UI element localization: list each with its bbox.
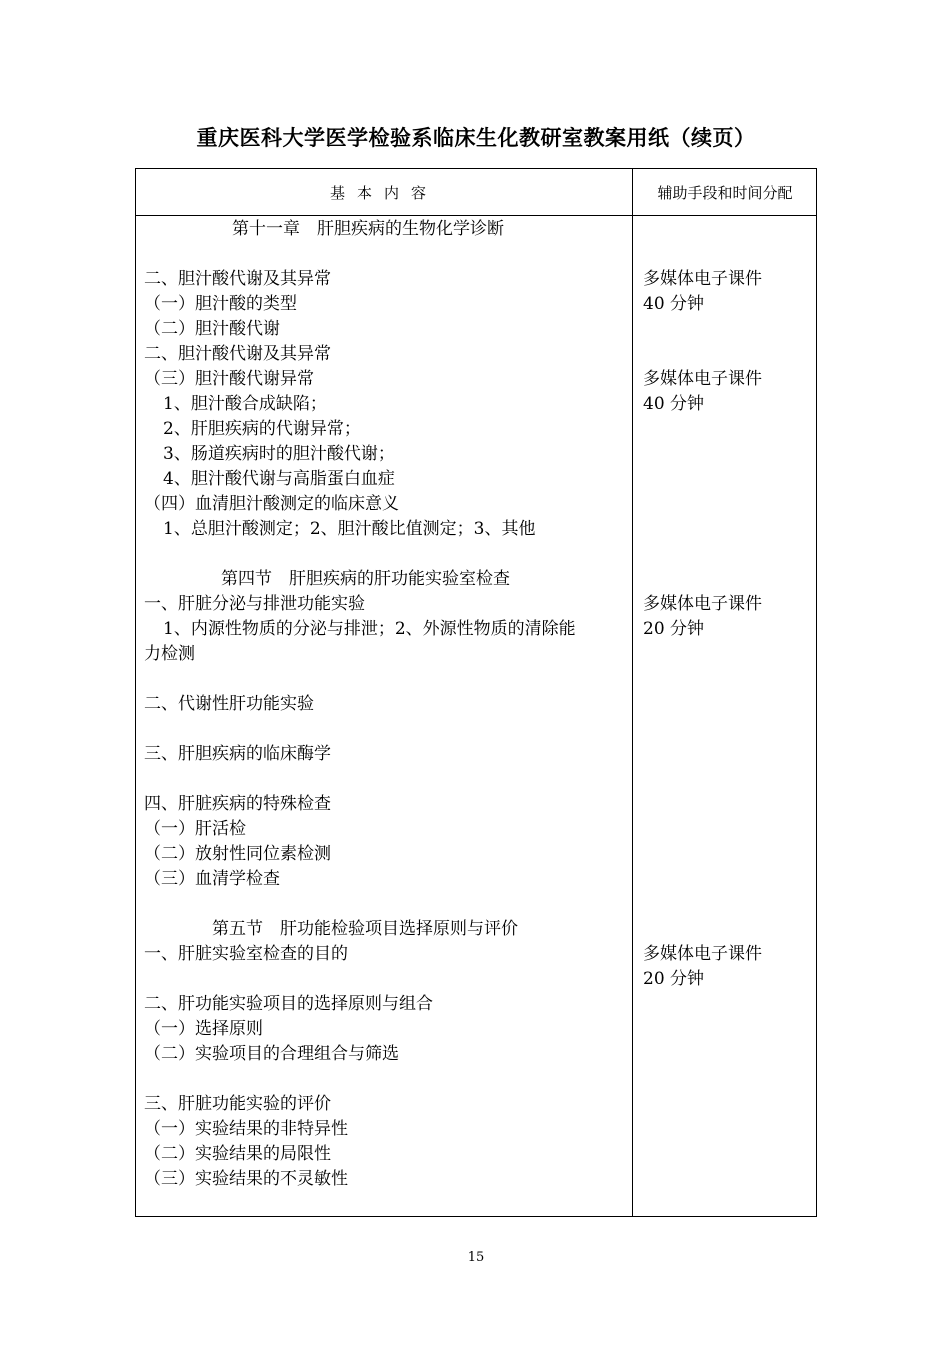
content-line: （三）血清学检查: [144, 869, 280, 889]
content-line: 1、总胆汁酸测定；2、胆汁酸比值测定；3、其他: [163, 519, 536, 539]
content-line: （三）胆汁酸代谢异常: [144, 369, 314, 389]
chapter-heading: 第十一章 肝胆疾病的生物化学诊断: [232, 219, 504, 239]
content-line: 1、内源性物质的分泌与排泄；2、外源性物质的清除能: [163, 619, 576, 639]
time-allocation: 20 分钟: [643, 619, 705, 639]
lesson-plan-table: [135, 168, 817, 1217]
header-divider: [136, 215, 816, 216]
content-line: 4、胆汁酸代谢与高脂蛋白血症: [163, 469, 395, 489]
content-line: （三）实验结果的不灵敏性: [144, 1169, 348, 1189]
content-line: 二、代谢性肝功能实验: [144, 694, 314, 714]
content-line: （一）实验结果的非特异性: [144, 1119, 348, 1139]
section-heading: 第五节 肝功能检验项目选择原则与评价: [212, 919, 518, 939]
content-line: （二）放射性同位素检测: [144, 844, 331, 864]
content-line: 一、肝脏实验室检查的目的: [144, 944, 348, 964]
teaching-aid: 多媒体电子课件: [643, 944, 762, 964]
time-allocation: 20 分钟: [643, 969, 705, 989]
content-line: （四）血清胆汁酸测定的临床意义: [144, 494, 399, 514]
time-allocation: 40 分钟: [643, 294, 705, 314]
content-line: 1、胆汁酸合成缺陷；: [163, 394, 327, 414]
time-allocation: 40 分钟: [643, 394, 705, 414]
page-title: 重庆医科大学医学检验系临床生化教研室教案用纸（续页）: [196, 125, 756, 150]
content-line: 三、肝胆疾病的临床酶学: [144, 744, 331, 764]
content-line: 二、肝功能实验项目的选择原则与组合: [144, 994, 433, 1014]
content-line: （二）实验项目的合理组合与筛选: [144, 1044, 399, 1064]
content-line: 3、肠道疾病时的胆汁酸代谢；: [163, 444, 395, 464]
content-line: 2、肝胆疾病的代谢异常；: [163, 419, 361, 439]
content-line: 三、肝脏功能实验的评价: [144, 1094, 331, 1114]
header-aids-time: 辅助手段和时间分配: [657, 183, 793, 202]
page-number: 15: [467, 1250, 485, 1265]
teaching-aid: 多媒体电子课件: [643, 269, 762, 289]
section-heading: 第四节 肝胆疾病的肝功能实验室检查: [221, 569, 510, 589]
content-line: 力检测: [144, 644, 195, 664]
teaching-aid: 多媒体电子课件: [643, 594, 762, 614]
content-line: （二）实验结果的局限性: [144, 1144, 331, 1164]
content-line: 一、肝脏分泌与排泄功能实验: [144, 594, 365, 614]
content-line: 二、胆汁酸代谢及其异常: [144, 344, 331, 364]
header-basic-content: 基本内容: [329, 183, 438, 202]
column-divider: [632, 169, 633, 1216]
content-line: 二、胆汁酸代谢及其异常: [144, 269, 331, 289]
content-line: 四、肝脏疾病的特殊检查: [144, 794, 331, 814]
teaching-aid: 多媒体电子课件: [643, 369, 762, 389]
content-line: （一）胆汁酸的类型: [144, 294, 297, 314]
content-line: （一）肝活检: [144, 819, 246, 839]
content-line: （一）选择原则: [144, 1019, 263, 1039]
content-line: （二）胆汁酸代谢: [144, 319, 280, 339]
